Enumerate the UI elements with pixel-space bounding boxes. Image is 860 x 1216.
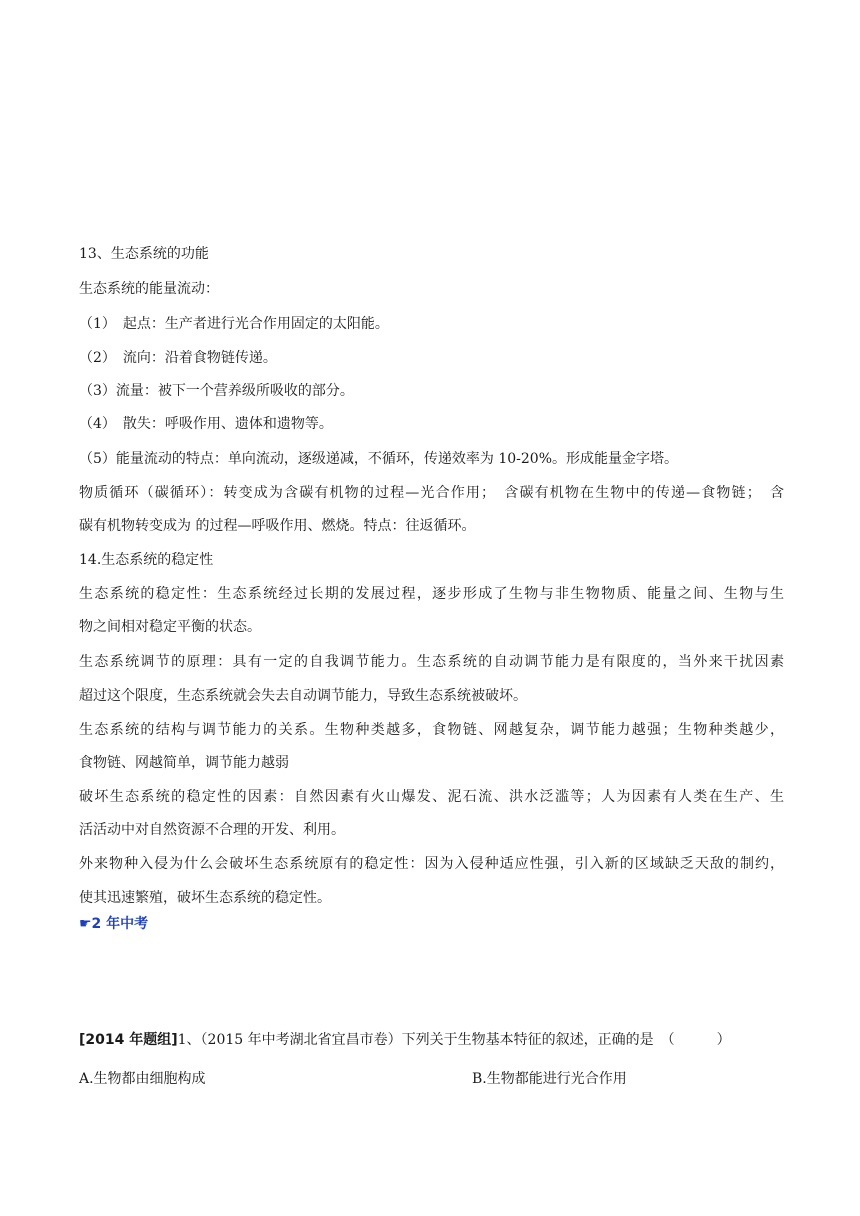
question-1	[79, 1030, 731, 1050]
energy-item-4: （4） 散失：呼吸作用、遗体和遗物等。	[79, 416, 333, 432]
energy-flow-heading: 生态系统的能量流动：	[79, 281, 219, 297]
stability-p1-line-1: 生态系统的稳定性：生态系统经过长期的发展过程，逐步形成了生物与非生物物质、能量之间、生物与生	[79, 586, 784, 602]
stability-p2-line-2: 超过这个限度，生态系统就会失去自动调节能力，导致生态系统被破坏。	[79, 688, 527, 704]
stability-p1-line-2: 物之间相对稳定平衡的状态。	[79, 619, 261, 635]
energy-item-2: （2） 流向：沿着食物链传递。	[79, 350, 277, 366]
energy-item-5: （5）能量流动的特点：单向流动，逐级递减，不循环，传递效率为 10-20%。形成能量金字塔。	[79, 451, 679, 467]
stability-p3-line-2: 食物链、网越简单，调节能力越弱	[79, 755, 289, 771]
stability-p5-line-1: 外来物种入侵为什么会破坏生态系统原有的稳定性：因为入侵种适应性强，引入新的区域缺乏天敌的制约，	[79, 856, 784, 872]
option-b: B.生物都能进行光合作用	[472, 1071, 627, 1087]
option-a: A.生物都由细胞构成	[79, 1071, 206, 1087]
energy-item-1: （1） 起点：生产者进行光合作用固定的太阳能。	[79, 316, 389, 332]
stability-p2-line-1: 生态系统调节的原理：具有一定的自我调节能力。生态系统的自动调节能力是有限度的，当外来干扰因素	[79, 654, 784, 670]
stability-p3-line-1: 生态系统的结构与调节能力的关系。生物种类越多，食物链、网越复杂，调节能力越强；生物种类越少，	[79, 722, 784, 738]
question-group-label: [2014 年题组]	[79, 1032, 178, 1048]
exam-section-heading: ☛2 年中考	[79, 916, 149, 932]
carbon-cycle-line-2: 碳有机物转变成为 的过程—呼吸作用、燃烧。特点：往返循环。	[79, 518, 476, 534]
question-text: 1、（2015 年中考湖北省宜昌市卷）下列关于生物基本特征的叙述，正确的是 （ ）	[177, 1032, 731, 1048]
energy-item-3: （3）流量：被下一个营养级所吸收的部分。	[79, 383, 354, 399]
carbon-cycle-line-1: 物质循环（碳循环）：转变成为含碳有机物的过程—光合作用； 含碳有机物在生物中的传递—食物链； 含	[79, 485, 784, 501]
stability-p4-line-2: 活活动中对自然资源不合理的开发、利用。	[79, 822, 345, 838]
section-13-title: 13、生态系统的功能	[79, 246, 209, 262]
stability-p4-line-1: 破坏生态系统的稳定性的因素：自然因素有火山爆发、泥石流、洪水泛滥等；人为因素有人类在生产、生	[79, 789, 784, 805]
stability-p5-line-2: 使其迅速繁殖，破坏生态系统的稳定性。	[79, 890, 331, 906]
section-14-title: 14.生态系统的稳定性	[79, 552, 214, 568]
